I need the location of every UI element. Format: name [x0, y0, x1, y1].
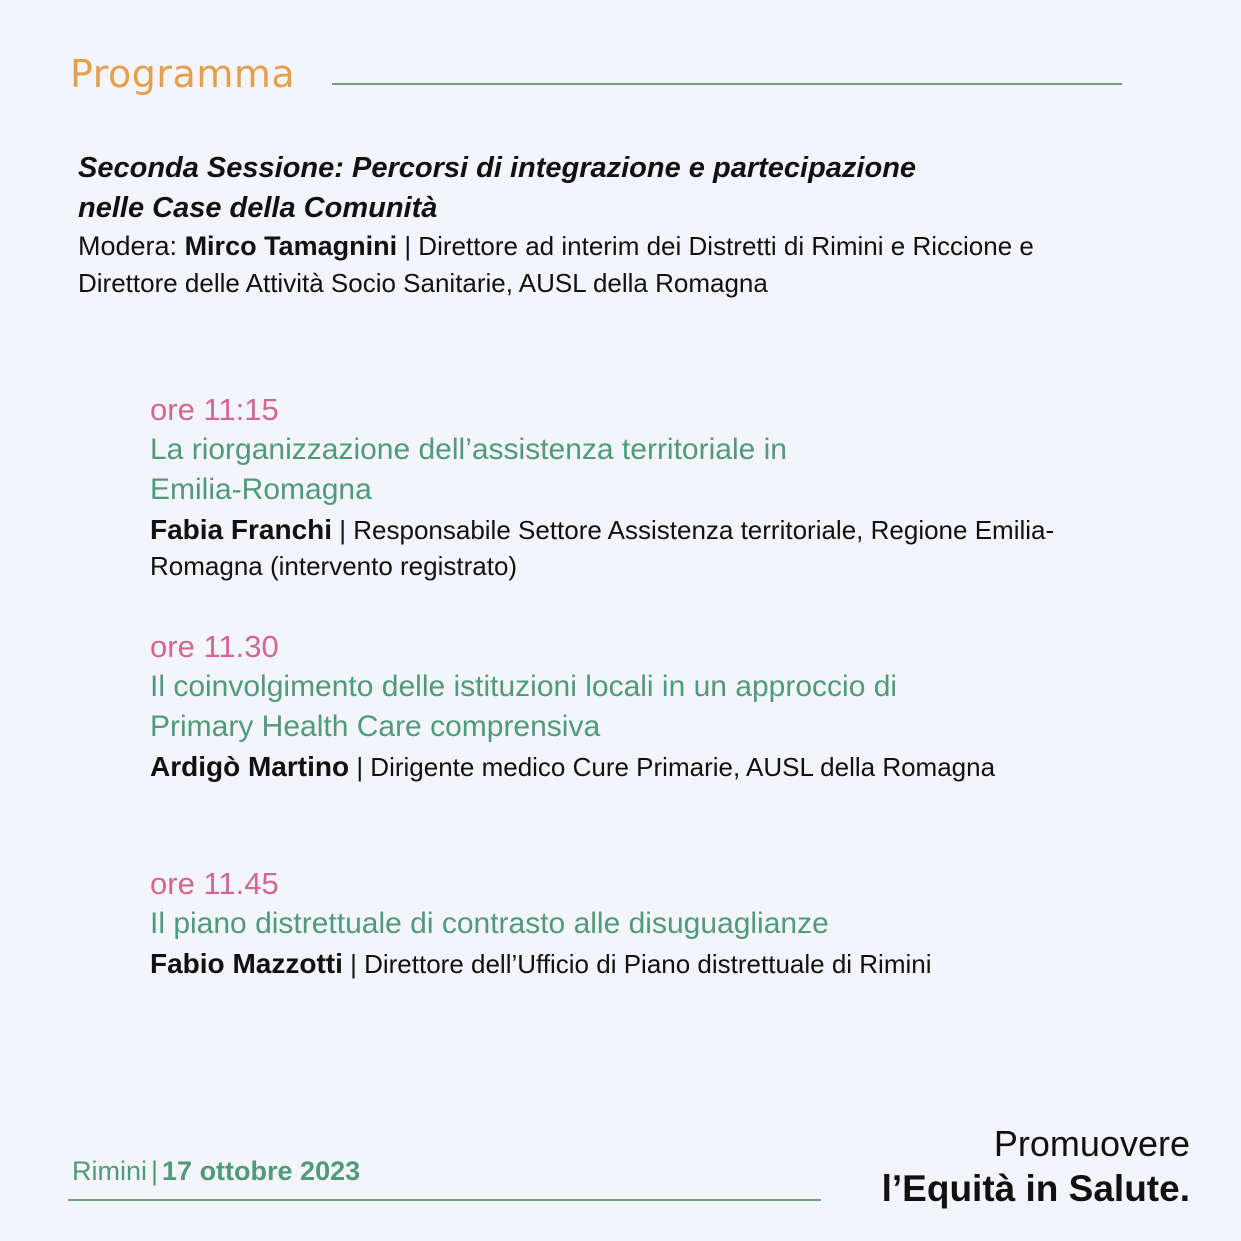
talk-time: ore 11.45 [150, 866, 279, 901]
talk-topic-line1: Il piano distrettuale di contrasto alle disuguaglianze [150, 907, 829, 940]
brand-logo [840, 1122, 1190, 1212]
moderator-label: Modera: [78, 231, 185, 261]
session-title-line1: Seconda Sessione: Percorsi di integrazione e partecipazione [78, 152, 917, 184]
talk-item [150, 390, 1110, 584]
talk-time: ore 11:15 [150, 392, 279, 427]
talk-item [150, 864, 1110, 982]
talk-topic-line1: Il coinvolgimento delle istituzioni locali in un approccio di [150, 670, 898, 703]
event-location-date [72, 1156, 360, 1187]
talk-speaker [150, 946, 1110, 982]
speaker-role: | Responsabile Settore Assistenza territoriale, Regione Emilia-Romagna (intervento registrato) [150, 515, 1055, 581]
talk-time: ore 11.30 [150, 629, 279, 664]
talk-topic-line1: La riorganizzazione dell’assistenza territoriale in [150, 433, 787, 466]
header [70, 52, 1122, 102]
session-title [78, 148, 1088, 228]
speaker-name: Ardigò Martino [150, 751, 350, 782]
event-date: 17 ottobre 2023 [162, 1156, 361, 1186]
footer-divider [68, 1199, 821, 1201]
talk-speaker [150, 512, 1110, 584]
talk-item [150, 627, 1110, 785]
talk-topic-line2: Primary Health Care comprensiva [150, 710, 601, 743]
speaker-name: Fabio Mazzotti [150, 948, 343, 979]
footer-separator: | [151, 1156, 159, 1186]
brand-line1: Promuovere [993, 1123, 1190, 1164]
header-divider [332, 83, 1122, 85]
session-title-line2: nelle Case della Comunità [78, 192, 438, 224]
moderator-role: | Direttore ad interim dei Distretti di Rimini e Riccione e Direttore delle Attività Socio Sanitarie, AUSL della Romagna [78, 231, 1034, 298]
event-city: Rimini [72, 1156, 148, 1186]
brand-line2: l’Equità in Salute. [881, 1168, 1190, 1209]
moderator [78, 228, 1088, 302]
speaker-name: Fabia Franchi [150, 514, 333, 545]
speaker-role: | Direttore dell’Ufficio di Piano distrettuale di Rimini [342, 949, 932, 979]
talk-speaker [150, 749, 1110, 785]
talk-topic-line2: Emilia-Romagna [150, 473, 372, 506]
speaker-role: | Dirigente medico Cure Primarie, AUSL della Romagna [349, 752, 996, 782]
moderator-name: Mirco Tamagnini [184, 231, 398, 261]
page-title: Programma [70, 52, 296, 96]
session-block [78, 148, 1088, 302]
